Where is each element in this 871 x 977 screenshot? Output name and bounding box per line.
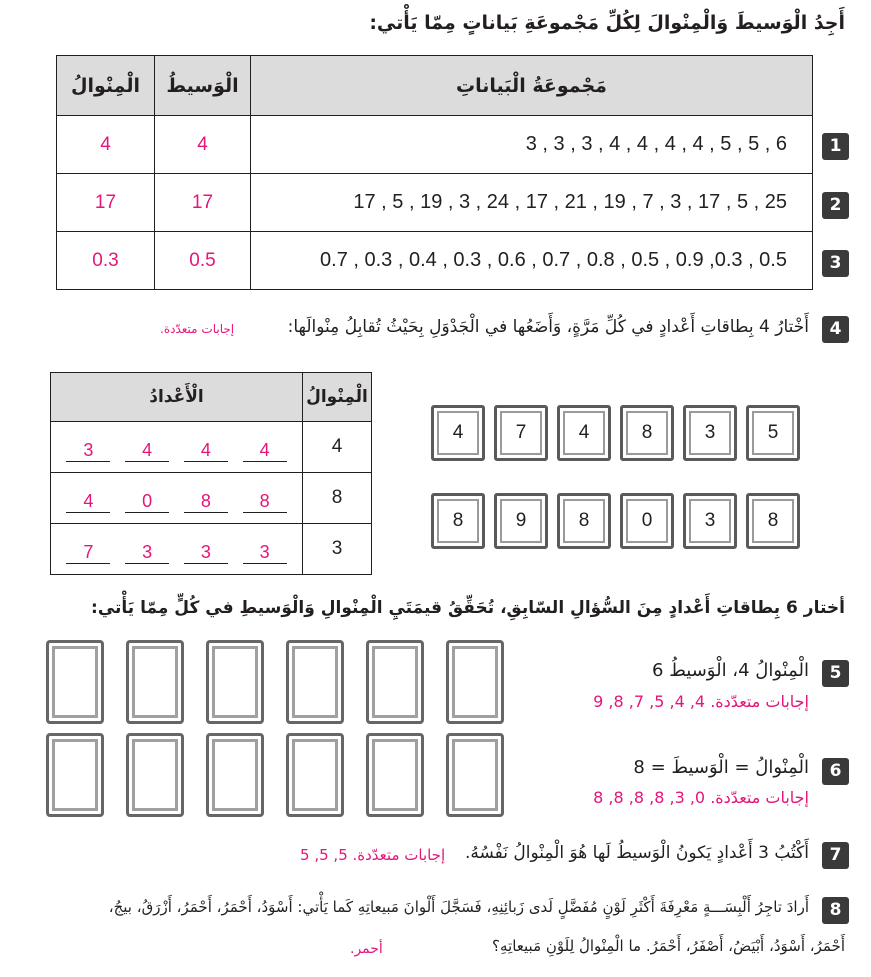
question-5-answer: إجابات متعدّدة. 4, 4, 5, 7, 8, 9: [593, 692, 809, 711]
median-answer: 0.5: [155, 232, 251, 290]
data-set-cell: 0.7 , 0.3 , 0.4 , 0.3 , 0.6 , 0.7 , 0.8 , 0.5 , 0.9 ,0.3 , 0.5: [251, 232, 813, 290]
question-number-1: 1: [822, 133, 849, 160]
number-slot: 8: [243, 490, 287, 513]
empty-card: [46, 733, 104, 817]
number-slot: 3: [243, 541, 287, 564]
table-row: [51, 473, 372, 524]
data-set-cell: 3 , 3 , 3 , 4 , 4 , 4 , 4 , 5 , 5 , 6: [251, 116, 813, 174]
empty-card: [206, 640, 264, 724]
intro-question: أَجِدُ الْوَسيطَ وَالْمِنْوالَ لِكُلِّ مَجْموعَةِ بَياناتٍ مِمّا يَأْتي:: [369, 12, 845, 34]
number-card: 7: [494, 405, 548, 461]
number-card: 8: [431, 493, 485, 549]
empty-card: [126, 733, 184, 817]
header-median: الْوَسيطُ: [155, 56, 251, 116]
question-6-answer: إجابات متعدّدة. 0, 3, 8, 8, 8, 8: [593, 788, 809, 807]
number-card: 3: [683, 405, 737, 461]
empty-card: [366, 733, 424, 817]
number-slot: 4: [125, 439, 169, 462]
question-number-8: 8: [822, 897, 849, 924]
table-row: [51, 524, 372, 575]
question-7-answer: إجابات متعدّدة. 5, 5, 5: [300, 846, 446, 864]
number-slot: 4: [184, 439, 228, 462]
number-card: 3: [683, 493, 737, 549]
header-mode: الْمِنْوالُ: [303, 373, 372, 422]
mode-answer: 0.3: [57, 232, 155, 290]
table-row: [51, 422, 372, 473]
number-card: 0: [620, 493, 674, 549]
mode-answer: 4: [57, 116, 155, 174]
mode-value: 3: [303, 524, 372, 575]
number-slot: 7: [66, 541, 110, 564]
empty-card: [446, 733, 504, 817]
empty-card: [286, 733, 344, 817]
data-set-cell: 17 , 5 , 19 , 3 , 24 , 17 , 21 , 19 , 7 , 3 , 17 , 5 , 25: [251, 174, 813, 232]
table-row: [57, 116, 813, 174]
empty-card: [366, 640, 424, 724]
question-4-note: إجابات متعدّدة.: [160, 322, 235, 336]
mode-cards-table: [50, 372, 372, 575]
number-card: 9: [494, 493, 548, 549]
mode-value: 8: [303, 473, 372, 524]
question-8-line-2: أَحْمَرُ، أَسْوَدُ، أَبْيَضُ، أَصْفَرُ، أَحْمَرُ. ما الْمِنْوالُ لِلَوْنِ مَبيعاتِهِ؟: [492, 937, 845, 955]
question-5-text: الْمِنْوالُ 4، الْوَسيطُ 6: [652, 660, 809, 681]
table-row: [57, 232, 813, 290]
question-number-2: 2: [822, 192, 849, 219]
question-8-line-1: أَرادَ تاجِرُ أَلْبِسَـــةٍ مَعْرِفَةَ أَكْثَرِ لَوْنٍ مُفَضَّلٍ لَدى زَبائِنِهِ، فَسَجَّلَ أَلْوانَ مَبيعاتِهِ كَما يَأْتي: أَسْوَدُ، أَحْمَرُ، أَحْمَرُ، أَزْرَقُ، بيجُ،: [108, 898, 809, 916]
number-slot: 3: [184, 541, 228, 564]
median-mode-table: [56, 55, 813, 290]
number-slot: 8: [184, 490, 228, 513]
number-card: 4: [431, 405, 485, 461]
question-8-answer: أحمر.: [350, 941, 383, 957]
question-7-text: أَكْتُبُ 3 أَعْدادٍ يَكونُ الْوَسيطُ لَها هُوَ الْمِنْوالُ نَفْسُهُ.: [464, 843, 809, 863]
number-card: 8: [746, 493, 800, 549]
number-card: 8: [557, 493, 611, 549]
number-card: 5: [746, 405, 800, 461]
question-number-3: 3: [822, 250, 849, 277]
question-number-5: 5: [822, 660, 849, 687]
six-cards-question: أختار 6 بِطاقاتِ أَعْدادٍ مِنَ السُّؤالِ السّابِقِ، تُحَقِّقُ قيمَتَيِ الْمِنْوالِ وَالْوَسيطِ في كُلٍّ مِمّا يَأْتي:: [91, 598, 845, 618]
empty-card: [126, 640, 184, 724]
header-mode: الْمِنْوالُ: [57, 56, 155, 116]
question-number-7: 7: [822, 842, 849, 869]
number-card: 8: [620, 405, 674, 461]
number-slot: 0: [125, 490, 169, 513]
question-number-4: 4: [822, 316, 849, 343]
number-slot: 3: [125, 541, 169, 564]
mode-value: 4: [303, 422, 372, 473]
median-answer: 17: [155, 174, 251, 232]
header-numbers: الْأَعْدادُ: [51, 373, 303, 422]
number-slot: 4: [243, 439, 287, 462]
number-slot: 3: [66, 439, 110, 462]
question-6-text: الْمِنْوالُ = الْوَسيطَ = 8: [633, 757, 809, 778]
empty-card: [46, 640, 104, 724]
median-answer: 4: [155, 116, 251, 174]
empty-card: [286, 640, 344, 724]
header-data-set: مَجْموعَةُ الْبَياناتِ: [251, 56, 813, 116]
empty-card: [206, 733, 264, 817]
table-row: [57, 174, 813, 232]
question-number-6: 6: [822, 758, 849, 785]
mode-answer: 17: [57, 174, 155, 232]
number-slot: 4: [66, 490, 110, 513]
question-4-text: أَخْتارُ 4 بِطاقاتِ أَعْدادٍ في كُلِّ مَرَّةٍ، وَأَضَعُها في الْجَدْوَلِ بِحَيْثُ تُقابِلُ مِنْوالَها:: [287, 317, 809, 337]
number-card: 4: [557, 405, 611, 461]
empty-card: [446, 640, 504, 724]
